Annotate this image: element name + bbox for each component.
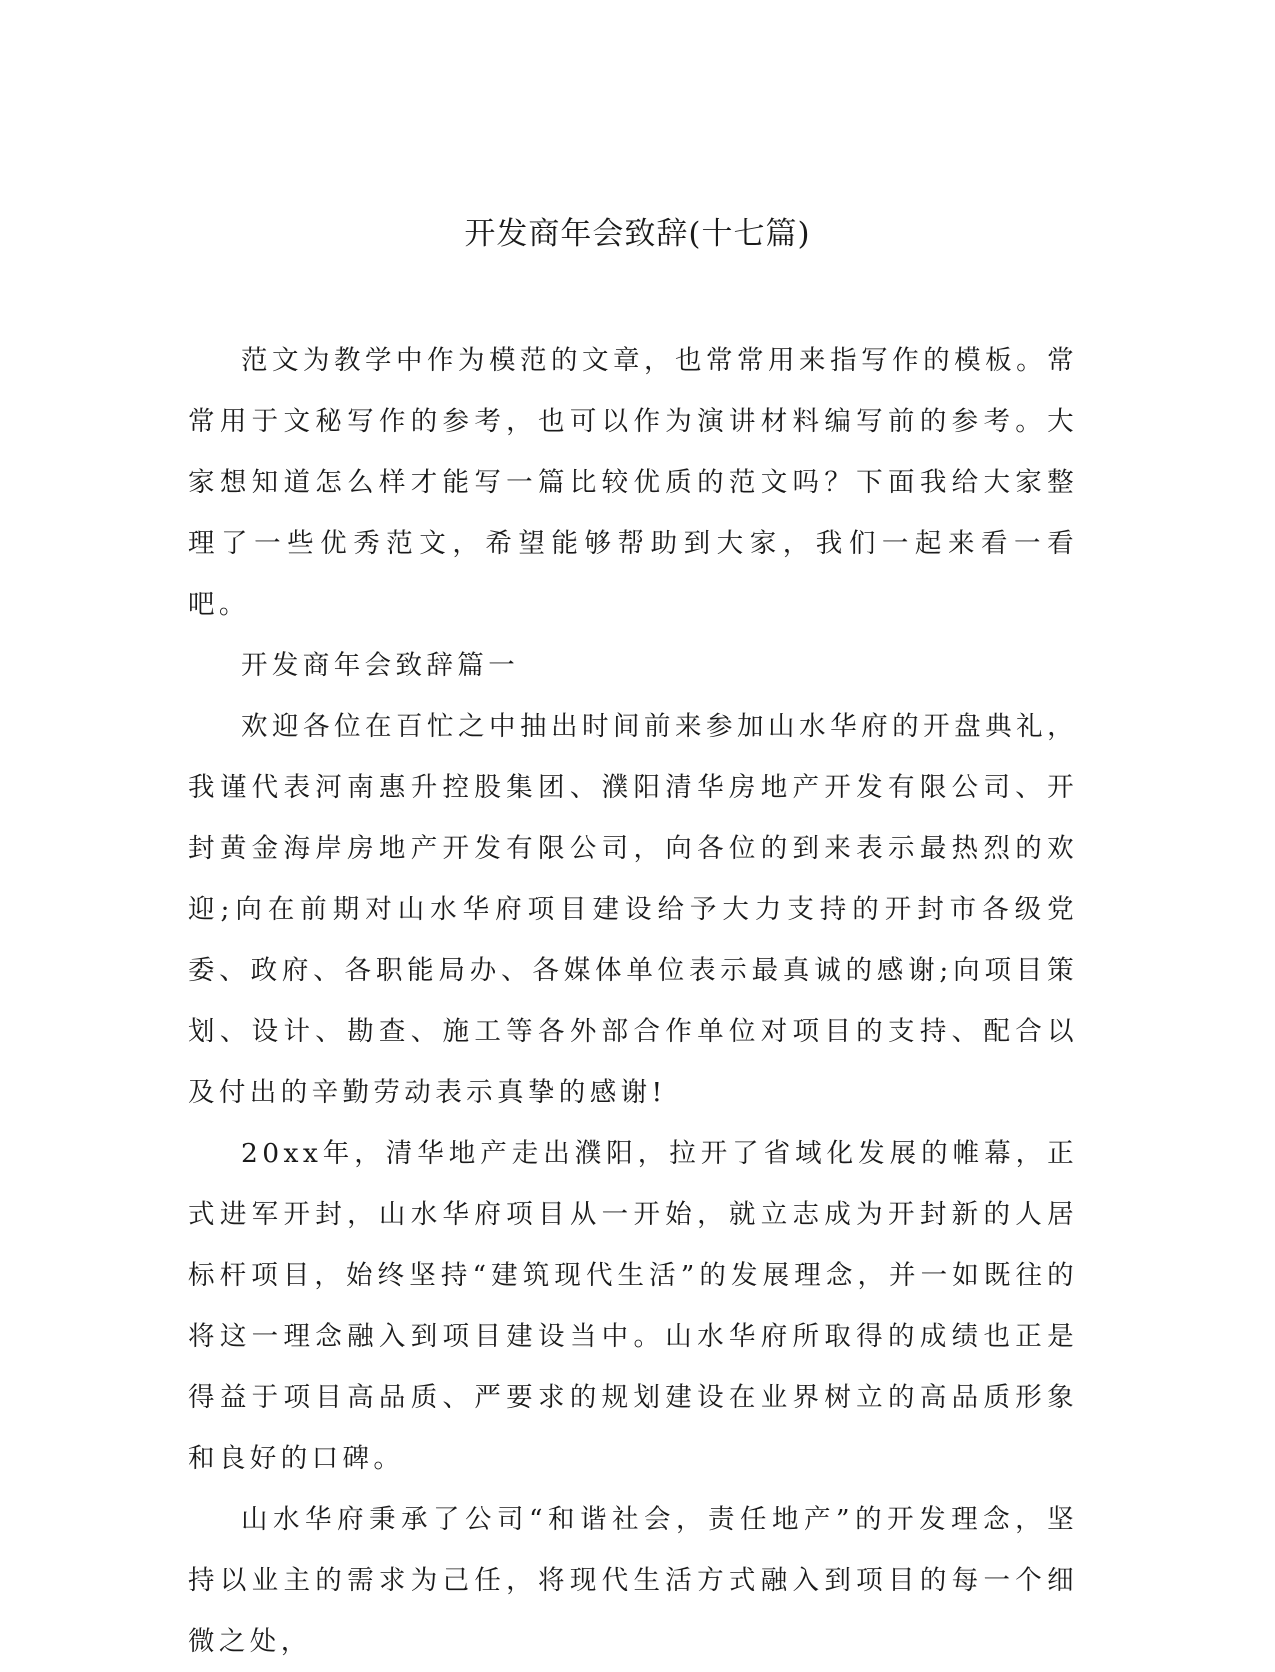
document-title: 开发商年会致辞(十七篇): [464, 216, 811, 252]
document-body: [188, 330, 1078, 1672]
body-paragraph-1: 欢迎各位在百忙之中抽出时间前来参加山水华府的开盘典礼，我谨代表河南惠升控股集团、濮阳清华房地产开发有限公司、开封黄金海岸房地产开发有限公司，向各位的到来表示最热烈的欢迎;向在前期对山水华府项目建设给予大力支持的开封市各级党委、政府、各职能局办、各媒体单位表示最真诚的感谢;向项目策划、设计、勘查、施工等各外部合作单位对项目的支持、配合以及付出的辛勤劳动表示真挚的感谢!: [188, 711, 1078, 1108]
body-paragraph-3: 山水华府秉承了公司“和谐社会，责任地产”的开发理念，坚持以业主的需求为己任，将现代生活方式融入到项目的每一个细微之处，: [188, 1504, 1078, 1657]
intro-paragraph: 范文为教学中作为模范的文章，也常常用来指写作的模板。常常用于文秘写作的参考，也可以作为演讲材料编写前的参考。大家想知道怎么样才能写一篇比较优质的范文吗？下面我给大家整理了一些优秀范文，希望能够帮助到大家，我们一起来看一看吧。: [188, 345, 1078, 620]
section-heading: 开发商年会致辞篇一: [241, 650, 520, 681]
body-paragraph-2: 20xx年，清华地产走出濮阳，拉开了省域化发展的帷幕，正式进军开封，山水华府项目从一开始，就立志成为开封新的人居标杆项目，始终坚持“建筑现代生活”的发展理念，并一如既往的将这一理念融入到项目建设当中。山水华府所取得的成绩也正是得益于项目高品质、严要求的规划建设在业界树立的高品质形象和良好的口碑。: [188, 1138, 1078, 1474]
